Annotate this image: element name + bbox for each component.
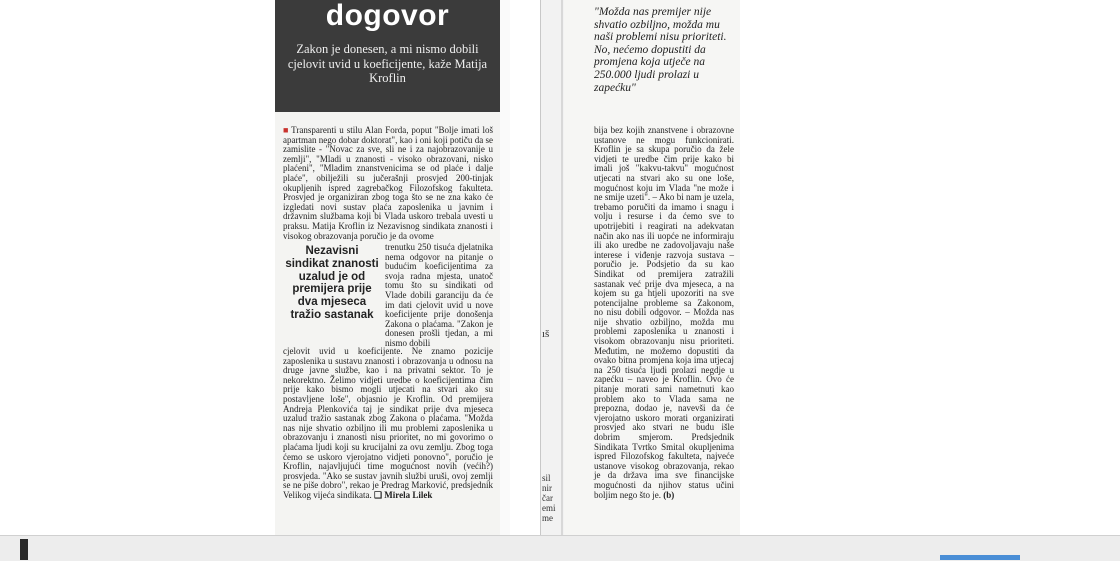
article-intro-text: Transparenti u stilu Alan Forda, poput "Bolje imati loš apartman nego dobar doktorat", kao i oni koji potiču da se zamislite - "Novac za sve, sli ne i za najobrazovanije u zemlji", "Mladi u znanosti - visoko obrazovani, nisko plaćeni", "Mladim znanstvenicima se od plaće i dalje plaće", obilježili su jučerašnji prosvjed 200-tinjak okupljenih ispred zagrebačkog Filozofskog fakulteta. Prosvjed je organiziran zbog toga što se ne zna kako će izgledati novi sustav plaća zaposlenika u javnim i državnim službama koji bi Vlada uskoro trebala uvesti u praksu. Matija Kroflin iz Nezavisnog sindikata znanosti i visokog obrazovanja poručio je da ovome xyxy=(283,125,493,241)
text-fragment: ıš xyxy=(542,330,550,340)
text-fragment: me xyxy=(542,514,553,523)
divider-line xyxy=(540,0,541,535)
right-article-signature: (b) xyxy=(663,489,675,500)
footer-blue-marker xyxy=(940,555,1020,560)
pull-quote-left: Nezavisni sindikat znanosti uzalud je od premijera prije dva mjeseca tražio sastanak xyxy=(285,245,379,321)
article-intro-paragraph xyxy=(283,126,493,241)
footer-dark-marker xyxy=(20,539,28,560)
right-article-clipping xyxy=(564,0,740,535)
pull-quote-right: "Možda nas premijer nije shvatio ozbiljno, možda mu naši problemi nisu prioriteti. No, nećemo dopustiti da promjena koja utječe na 250.000 ljudi prolazi u zapećku" xyxy=(594,6,727,94)
article-continuation xyxy=(283,347,493,501)
text-fragment: sil xyxy=(542,474,551,483)
article-subhead: Zakon je donesen, a mi nismo dobili cjelovit uvid u koeficijente, kaže Matija Kroflin xyxy=(287,42,488,85)
article-middle-column: trenutku 250 tisuća djelatnika nema odgovor na pitanje o budućim koeficijentima za svoja radna mjesta, unatoč tomu što su sindikati od Vlade dobili garanciju da će im dati cjelovit uvid u nove koeficijente prije donošenja Zakona o plaćama. "Zakon je donesen prošli tjedan, a mi nismo dobili xyxy=(385,242,493,348)
article-headline: dogovor xyxy=(325,0,450,32)
text-fragment: čar xyxy=(542,494,553,503)
right-article-text: bija bez kojih znanstvene i obrazovne ustanove ne mogu funkcionirati. Kroflin je sa skupa poručio da žele vidjeti te uredbe čim prije kako bi imali još "kakvu-takvu" mogućnost utjecati na stvari ako su one loše, mogućnost koju im Vlada "ne može i ne smije uzeti". – Ako bi nam je uzela, trebamo poručiti da imamo i snagu i volju i resurse i da ćemo sve to upotrijebiti i reagirati na adekvatan način ako nas ili uopće ne informiraju ili ako uredbe ne zadovoljavaju naše interese i viđenje razvoja sustava – poručio je. Podsjetio da su kao Sindikat od premijera zatražili sastanak već prije dva mjeseca, a na kojem su ga htjeli upozoriti na sve potencijalne probleme sa Zakonom, no nisu dobili odgovor. – Možda nas nije shvatio ozbiljno, možda mu problemi zaposlenika u znanosti i visokom obrazovanju nisu prioriteti. Međutim, ne možemo dopustiti da ovako bitna promjena koja ima utjecaj na 250 tisuća ljudi prolazi negdje u zapećku – naveo je Kroflin. Ovo će pitanje morati sami nametnuti kao problem ako to Vlada sama ne prepozna, dodao je, navevši da će vjerojatno uskoro morati organizirati prosvjed ako stvari ne budu išle dobrim smjerom. Predsjednik Sindikata Tvrtko Smital okupljenima ispred Filozofskog fakulteta, najveće ustanove visokog obrazovanja, rekao je da država ima sve financijske mogućnosti da njihov status učini boljim nego što je. xyxy=(594,125,734,500)
page-gutter xyxy=(500,0,510,535)
article-author: ❑ Mirela Lilek xyxy=(373,489,433,500)
left-article-clipping xyxy=(275,0,500,535)
bullet-icon: ■ xyxy=(283,125,290,135)
headline-box xyxy=(275,0,500,112)
text-fragment: nir xyxy=(542,484,552,493)
right-article-body xyxy=(594,126,734,500)
article-continuation-text: cjelovit uvid u koeficijente. Ne znamo pozicije zaposlenika u sustavu znanosti i obrazovanja u odnosu na druge javne službe, kao i na privatni sektor. To je nekorektno. Želimo vidjeti uredbe o koeficijentima čim prije kako bismo mogli utjecati na stvari ako su postavljene loše", objasnio je Kroflin. Od premijera Andreja Plenkovića taj je sindikat prije dva mjeseca uzalud tražio sastanak zbog Zakona o plaćama. "Možda nas nije shvatio ozbiljno ili mu problemi zaposlenika u obrazovanju i znanosti nisu prioritet, no mi govorimo o plaćama ljudi koji su krucijalni za ovu zemlju. Zbog toga ćemo se uskoro vjerojatno vidjeti ponovno", poručio je Kroflin, najavljujući time mogućnost novih (većih?) prosvjeda. "Ako se sustav javnih službi uruši, ovoj zemlji se ne piše dobro", rekao je Predrag Marković, predsjednik Velikog vijeća sindikata. xyxy=(283,346,493,500)
divider-line xyxy=(561,0,563,535)
text-fragment: emi xyxy=(542,504,556,513)
